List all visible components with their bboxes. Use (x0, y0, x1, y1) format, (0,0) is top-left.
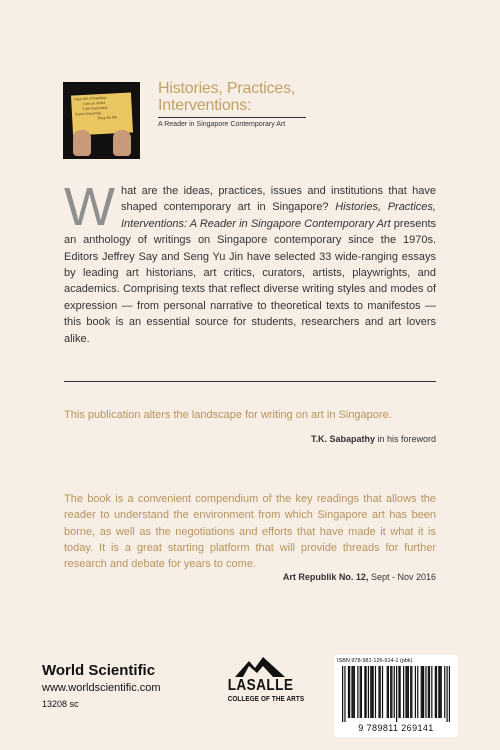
card-line: Yours Sincerely, (74, 111, 102, 117)
barcode-bar (394, 666, 395, 718)
barcode-bar (417, 666, 418, 718)
barcode-bar (415, 666, 416, 718)
barcode-bar (408, 666, 409, 718)
review-date-2: Sept - Nov 2016 (370, 572, 436, 582)
publisher-name: World Scientific (42, 662, 156, 679)
barcode-bar (422, 666, 423, 718)
isbn-label: ISBN 978-981-126-914-1 (pbk) (337, 658, 413, 664)
barcode-bar (423, 666, 424, 718)
publisher-code: 13208 sc (42, 699, 79, 709)
barcode-bar (368, 666, 369, 718)
barcode-bar (421, 666, 422, 718)
left-hand (73, 130, 91, 156)
cover-thumbnail-image (63, 82, 140, 159)
barcode-bar (398, 666, 399, 718)
review-source-1: in his foreword (377, 434, 436, 444)
barcode-bar (425, 666, 426, 718)
barcode-digits: 9 789811 269141 (358, 723, 434, 733)
barcode-bar (390, 666, 391, 718)
barcode-bar (357, 666, 358, 718)
book-title-line2: Interventions: (158, 97, 252, 114)
card-line: I am an artist (82, 100, 106, 107)
barcode-bar (410, 666, 411, 718)
lasalle-logo (222, 657, 305, 703)
barcode-bar (428, 666, 429, 718)
review-quote-2: The book is a convenient compendium of the key readings that allows the reader to understand the environment from which Singapore art has been borne, as well as the negotiations and efforts that have made it what it is today. It is a great starting platform that will provide threads for further research and debate for years to come. (64, 493, 436, 571)
book-title-line1: Histories, Practices, (158, 80, 296, 97)
barcode-bar (429, 666, 430, 718)
barcode-bar (388, 666, 389, 718)
barcode-bar (380, 666, 381, 718)
publisher-url: www.worldscientific.com (42, 682, 161, 694)
review-author-1: T.K. Sabapathy (310, 434, 375, 444)
barcode-bar (441, 666, 442, 718)
right-hand (113, 130, 131, 156)
barcode-bar (435, 666, 436, 718)
barcode-bar (405, 666, 406, 718)
barcode-bar (371, 666, 372, 718)
barcode-bar (436, 666, 437, 718)
book-title (158, 80, 358, 114)
lasalle-name: LASALLE (227, 677, 294, 694)
book-subtitle: A Reader in Singapore Contemporary Art (158, 121, 286, 128)
barcode-bar (391, 666, 392, 718)
blurb-text-a: hat are the ideas, practices, issues and institutions that have shaped contemporary art in Singapore? (120, 185, 436, 214)
barcode-bar (382, 666, 383, 718)
barcode-bar (439, 666, 440, 718)
blurb-book-title: Histories, Practices, Interventions: A Reader in Singapore Contemporary Art (120, 201, 436, 230)
barcode-bar (344, 666, 345, 722)
barcode-bar (365, 666, 366, 718)
barcode-bar (348, 666, 349, 718)
barcode-bar (396, 666, 397, 722)
barcode-bar (349, 666, 350, 718)
blurb-text-b: presents an anthology of writings on Singapore contemporary since the 1970s. Editors Jeffrey Say and Seng Yu Jin have selected 33 wide-ranging essays by leading art historians, art critics, curators, artists, playwrights, and academics. Comprising texts that reflect diverse writing styles and modes of expression — from personal narrative to theoretical texts to manifestos — this book is an essential source for students, researchers and art lovers alike. (64, 217, 436, 345)
review-attribution-2 (283, 572, 436, 582)
title-rule (158, 117, 306, 118)
barcode-bar (378, 666, 379, 718)
lasalle-subtitle: COLLEGE OF THE ARTS (227, 694, 305, 703)
barcode-graphic (342, 666, 450, 722)
barcode-bar (438, 666, 439, 718)
barcode-bar (403, 666, 404, 718)
blurb-paragraph (64, 177, 436, 347)
barcode-bar (449, 666, 450, 722)
lasalle-mountain-icon (235, 657, 285, 677)
barcode-bar (361, 666, 362, 718)
drop-cap: W (64, 177, 115, 237)
barcode-bar (446, 666, 447, 722)
card-line: Tang Da Wu (97, 115, 118, 121)
review-quote-1: This publication alters the landscape for writing on art in Singapore. (64, 409, 392, 421)
barcode-bar (444, 666, 445, 718)
card-line: I am important (82, 105, 108, 111)
section-divider (64, 381, 436, 382)
review-attribution-1 (311, 434, 436, 444)
barcode-bar (373, 666, 374, 718)
barcode-bar (431, 666, 432, 718)
barcode-bar (407, 666, 408, 718)
review-source-2: Art Republik No. 12, (282, 572, 369, 582)
card-line: Dear Mr. President, (74, 95, 108, 102)
barcode-bar (387, 666, 388, 718)
barcode-bar (364, 666, 365, 718)
barcode-bar (342, 666, 343, 722)
barcode-bar (400, 666, 401, 718)
barcode-bar (411, 666, 412, 718)
barcode-bar (354, 666, 355, 718)
barcode-bar (370, 666, 371, 718)
barcode-bar (351, 666, 352, 718)
barcode-panel (334, 655, 458, 737)
barcode-bar (360, 666, 361, 718)
barcode-bar (375, 666, 376, 718)
barcode-bar (353, 666, 354, 718)
